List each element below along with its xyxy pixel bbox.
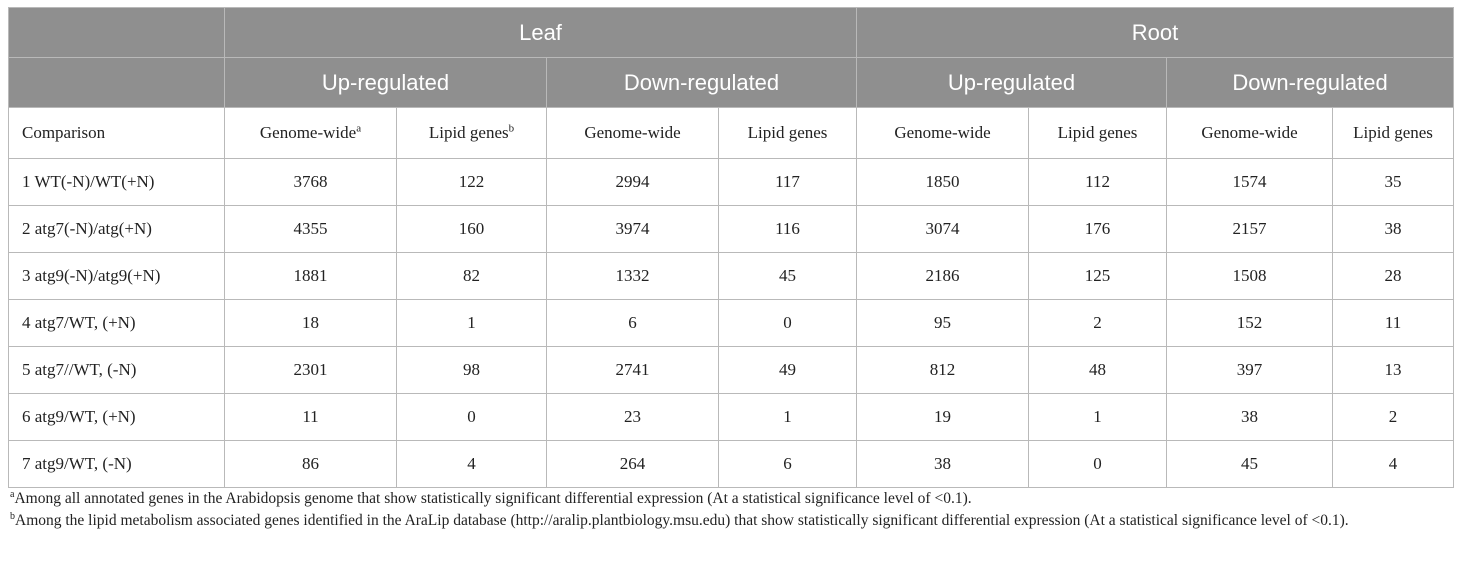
value-cell: 4 [397, 441, 547, 488]
value-cell: 6 [547, 300, 719, 347]
value-cell: 18 [225, 300, 397, 347]
value-cell: 1332 [547, 253, 719, 300]
value-cell: 48 [1029, 347, 1167, 394]
value-cell: 2301 [225, 347, 397, 394]
table-row [9, 206, 1454, 253]
footnote-b [10, 510, 1453, 532]
value-cell: 112 [1029, 159, 1167, 206]
table-row [9, 300, 1454, 347]
value-cell: 2741 [547, 347, 719, 394]
column-header: Lipid genes [1333, 108, 1454, 159]
table-body [9, 159, 1454, 488]
value-cell: 1508 [1167, 253, 1333, 300]
root-header: Root [857, 8, 1454, 58]
value-cell: 4 [1333, 441, 1454, 488]
table-row [9, 394, 1454, 441]
comparison-cell: 3 atg9(-N)/atg9(+N) [9, 253, 225, 300]
column-header [397, 108, 547, 159]
value-cell: 45 [719, 253, 857, 300]
footnote-b-text: Among the lipid metabolism associated genes identified in the AraLip database (http://aralip.plantbiology.msu.edu) that show statistically significant differential expression (At a statistical significance level of <0.1). [15, 512, 1349, 529]
value-cell: 38 [857, 441, 1029, 488]
comparison-cell: 6 atg9/WT, (+N) [9, 394, 225, 441]
value-cell: 49 [719, 347, 857, 394]
comparison-cell: 4 atg7/WT, (+N) [9, 300, 225, 347]
value-cell: 0 [719, 300, 857, 347]
column-header: Genome-wide [857, 108, 1029, 159]
value-cell: 2994 [547, 159, 719, 206]
value-cell: 82 [397, 253, 547, 300]
value-cell: 11 [1333, 300, 1454, 347]
value-cell: 38 [1167, 394, 1333, 441]
comparison-cell: 2 atg7(-N)/atg(+N) [9, 206, 225, 253]
corner-cell-2 [9, 58, 225, 108]
value-cell: 86 [225, 441, 397, 488]
footnote-a-mark: a [10, 488, 15, 500]
value-cell: 397 [1167, 347, 1333, 394]
value-cell: 1881 [225, 253, 397, 300]
leaf-down-header: Down-regulated [547, 58, 857, 108]
value-cell: 2157 [1167, 206, 1333, 253]
comparison-cell: 5 atg7//WT, (-N) [9, 347, 225, 394]
value-cell: 152 [1167, 300, 1333, 347]
value-cell: 2186 [857, 253, 1029, 300]
value-cell: 160 [397, 206, 547, 253]
value-cell: 1574 [1167, 159, 1333, 206]
column-header: Genome-wide [1167, 108, 1333, 159]
corner-cell [9, 8, 225, 58]
value-cell: 2 [1029, 300, 1167, 347]
value-cell: 1 [719, 394, 857, 441]
group-header-row [9, 8, 1454, 58]
data-table [8, 7, 1454, 488]
value-cell: 264 [547, 441, 719, 488]
footnote-mark-a: a [356, 122, 362, 135]
subgroup-header-row [9, 58, 1454, 108]
root-down-header: Down-regulated [1167, 58, 1454, 108]
value-cell: 1 [1029, 394, 1167, 441]
column-header-label: Lipid genes [428, 123, 509, 142]
value-cell: 4355 [225, 206, 397, 253]
comparison-cell: 7 atg9/WT, (-N) [9, 441, 225, 488]
column-header [225, 108, 397, 159]
value-cell: 122 [397, 159, 547, 206]
root-up-header: Up-regulated [857, 58, 1167, 108]
value-cell: 98 [397, 347, 547, 394]
value-cell: 1 [397, 300, 547, 347]
value-cell: 6 [719, 441, 857, 488]
table-container [8, 7, 1453, 488]
value-cell: 812 [857, 347, 1029, 394]
comparison-header: Comparison [9, 108, 225, 159]
value-cell: 95 [857, 300, 1029, 347]
value-cell: 176 [1029, 206, 1167, 253]
value-cell: 38 [1333, 206, 1454, 253]
footnote-a [10, 488, 1453, 510]
column-header-label: Genome-wide [259, 123, 357, 142]
value-cell: 3768 [225, 159, 397, 206]
column-header: Lipid genes [719, 108, 857, 159]
comparison-cell: 1 WT(-N)/WT(+N) [9, 159, 225, 206]
value-cell: 28 [1333, 253, 1454, 300]
table-row [9, 159, 1454, 206]
column-header: Lipid genes [1029, 108, 1167, 159]
value-cell: 116 [719, 206, 857, 253]
value-cell: 0 [397, 394, 547, 441]
table-row [9, 441, 1454, 488]
value-cell: 35 [1333, 159, 1454, 206]
value-cell: 11 [225, 394, 397, 441]
footnote-a-text: Among all annotated genes in the Arabidopsis genome that show statistically significant differential expression (At a statistical significance level of <0.1). [14, 490, 972, 507]
value-cell: 117 [719, 159, 857, 206]
value-cell: 125 [1029, 253, 1167, 300]
leaf-up-header: Up-regulated [225, 58, 547, 108]
value-cell: 19 [857, 394, 1029, 441]
value-cell: 13 [1333, 347, 1454, 394]
value-cell: 45 [1167, 441, 1333, 488]
table-row [9, 253, 1454, 300]
footnotes [10, 488, 1453, 532]
value-cell: 2 [1333, 394, 1454, 441]
value-cell: 0 [1029, 441, 1167, 488]
column-header: Genome-wide [547, 108, 719, 159]
footnote-mark-b: b [508, 122, 515, 135]
table-row [9, 347, 1454, 394]
leaf-header: Leaf [225, 8, 857, 58]
value-cell: 3074 [857, 206, 1029, 253]
value-cell: 23 [547, 394, 719, 441]
value-cell: 3974 [547, 206, 719, 253]
value-cell: 1850 [857, 159, 1029, 206]
footnote-b-mark: b [10, 510, 15, 522]
column-header-row [9, 108, 1454, 159]
